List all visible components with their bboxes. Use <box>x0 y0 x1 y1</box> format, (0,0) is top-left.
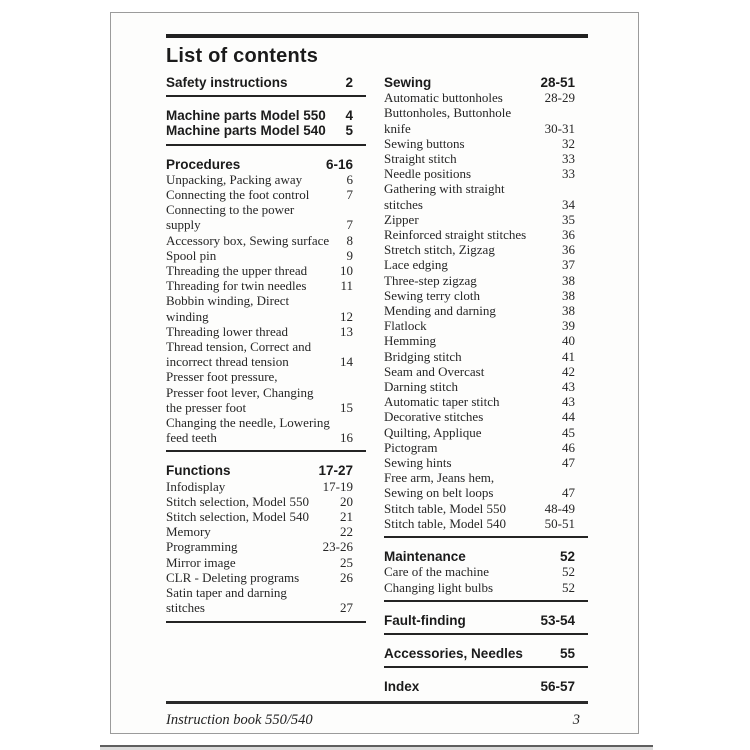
toc-entry <box>384 580 588 595</box>
toc-entry-label: Infodisplay <box>166 478 226 494</box>
toc-entry <box>166 324 366 339</box>
toc-entry <box>166 369 366 384</box>
toc-entry-label: Sewing hints <box>384 455 452 471</box>
toc-entry <box>166 187 366 202</box>
toc-entry-label: Accessories, Needles <box>384 645 523 661</box>
toc-entry-label: Presser foot pressure, <box>166 369 278 385</box>
toc-entry <box>384 425 588 440</box>
toc-entry-pages: 5 <box>345 123 353 139</box>
toc-entry-label: Stitch table, Model 540 <box>384 515 507 531</box>
toc-entry-pages: 48-49 <box>544 500 575 516</box>
toc-entry <box>166 400 366 415</box>
page-title: List of contents <box>166 45 319 67</box>
footer-rule <box>166 701 588 704</box>
toc-entry-label: Buttonholes, Buttonhole <box>384 105 512 121</box>
toc-entry <box>384 303 588 318</box>
page-footer <box>166 701 588 729</box>
toc-entry-label: Stitch selection, Model 550 <box>166 493 309 509</box>
toc-entry-label: Bridging stitch <box>384 348 462 364</box>
toc-entry-pages: 6-16 <box>325 156 353 172</box>
toc-entry <box>384 516 588 531</box>
toc-entry <box>384 136 588 151</box>
toc-column-left <box>166 75 366 694</box>
toc-entry-label: Stitch selection, Model 540 <box>166 509 309 525</box>
toc-entry-pages: 6 <box>346 171 353 187</box>
toc-entry-pages: 11 <box>340 278 353 294</box>
toc-entry <box>166 585 366 600</box>
toc-entry-label: Needle positions <box>384 166 472 182</box>
toc-section <box>166 463 366 615</box>
toc-entry <box>384 242 588 257</box>
toc-entry-pages: 34 <box>562 196 575 212</box>
section-divider <box>166 450 366 452</box>
toc-entry-label: winding <box>166 308 209 324</box>
toc-entry-pages: 36 <box>562 242 575 258</box>
toc-entry-pages: 9 <box>346 247 353 263</box>
toc-entry-pages: 55 <box>559 645 575 661</box>
scanned-page <box>110 12 639 734</box>
toc-entry <box>166 248 366 263</box>
toc-entry-pages: 14 <box>340 354 353 370</box>
toc-entry <box>384 227 588 242</box>
toc-entry-pages: 56-57 <box>540 679 575 695</box>
toc-entry <box>384 394 588 409</box>
toc-entry-label: Bobbin winding, Direct <box>166 293 290 309</box>
toc-entry-pages: 53-54 <box>540 612 575 628</box>
toc-entry-label: Darning stitch <box>384 379 459 395</box>
toc-section <box>166 157 366 446</box>
toc-section <box>166 108 366 138</box>
toc-section-header <box>166 123 366 138</box>
toc-entry-label: Procedures <box>166 156 241 172</box>
toc-entry <box>166 524 366 539</box>
toc-section <box>384 549 588 595</box>
toc-entry-label: Reinforced straight stitches <box>384 227 527 243</box>
toc-entry-label: Machine parts Model 550 <box>166 108 326 124</box>
toc-entry <box>384 166 588 181</box>
toc-entry-label: Thread tension, Correct and <box>166 339 312 355</box>
toc-entry-label: Maintenance <box>384 549 466 565</box>
toc-entry <box>384 470 588 485</box>
toc-entry-label: Programming <box>166 539 238 555</box>
toc-column-right <box>384 75 588 694</box>
toc-entry-pages: 21 <box>340 509 353 525</box>
toc-entry-pages: 42 <box>562 363 575 379</box>
toc-entry <box>384 151 588 166</box>
toc-entry-label: Flatlock <box>384 318 427 334</box>
toc-entry <box>166 600 366 615</box>
toc-entry-pages: 37 <box>562 257 575 273</box>
toc-entry-pages: 16 <box>340 430 353 446</box>
toc-section-header <box>166 157 366 172</box>
toc-section <box>384 679 588 694</box>
toc-entry <box>166 385 366 400</box>
toc-entry-label: Sewing <box>384 75 432 90</box>
toc-entry-label: supply <box>166 217 201 233</box>
toc-entry-label: Pictogram <box>384 439 438 455</box>
toc-entry-label: Spool pin <box>166 247 217 263</box>
toc-entry-pages: 13 <box>340 323 353 339</box>
toc-entry-label: Three-step zigzag <box>384 272 477 288</box>
toc-entry-pages: 44 <box>562 409 575 425</box>
toc-entry-label: Fault-finding <box>384 612 466 628</box>
toc-entry-label: Gathering with straight <box>384 181 505 197</box>
toc-entry-pages: 33 <box>562 151 575 167</box>
section-divider <box>166 95 366 97</box>
toc-entry-label: incorrect thread tension <box>166 354 289 370</box>
toc-entry <box>166 430 366 445</box>
toc-entry-label: Straight stitch <box>384 151 457 167</box>
toc-entry <box>384 197 588 212</box>
toc-entry <box>166 494 366 509</box>
toc-entry-pages: 46 <box>562 439 575 455</box>
toc-entry <box>166 217 366 232</box>
toc-entry-label: Zipper <box>384 211 419 227</box>
toc-entry-pages: 38 <box>562 287 575 303</box>
toc-entry-label: Threading lower thread <box>166 323 289 339</box>
toc-entry-label: CLR - Deleting programs <box>166 569 300 585</box>
toc-entry-pages: 30-31 <box>544 120 575 136</box>
toc-entry-pages: 7 <box>346 217 353 233</box>
toc-entry <box>384 121 588 136</box>
toc-entry-pages: 23-26 <box>322 539 353 555</box>
toc-entry-pages: 26 <box>340 569 353 585</box>
toc-entry <box>166 555 366 570</box>
toc-entry-label: Threading for twin needles <box>166 278 307 294</box>
toc-entry-pages: 7 <box>346 187 353 203</box>
toc-entry <box>166 570 366 585</box>
toc-entry <box>166 354 366 369</box>
toc-entry-label: Lace edging <box>384 257 448 273</box>
toc-entry-label: Sewing terry cloth <box>384 287 481 303</box>
top-rule <box>166 34 588 38</box>
toc-entry-pages: 32 <box>562 135 575 151</box>
toc-entry <box>166 263 366 278</box>
toc-entry <box>166 278 366 293</box>
toc-entry-label: Changing light bulbs <box>384 579 494 595</box>
toc-section <box>384 613 588 628</box>
toc-entry-label: Changing the needle, Lowering <box>166 415 330 431</box>
toc-entry-label: Care of the machine <box>384 564 490 580</box>
toc-entry <box>384 564 588 579</box>
toc-entry <box>166 415 366 430</box>
toc-entry-pages: 43 <box>562 394 575 410</box>
toc-entry <box>384 409 588 424</box>
toc-section <box>384 75 588 531</box>
toc-entry-label: stitches <box>384 196 423 212</box>
toc-entry-pages: 52 <box>562 564 575 580</box>
toc-entry-label: Automatic buttonholes <box>384 90 503 106</box>
toc-entry-label: Connecting to the power <box>166 202 295 218</box>
toc-entry-pages: 40 <box>562 333 575 349</box>
toc-section-header <box>166 463 366 478</box>
toc-section-header <box>384 549 588 564</box>
toc-section-header <box>384 646 588 661</box>
toc-entry-pages: 38 <box>562 272 575 288</box>
toc-entry-pages: 47 <box>562 485 575 501</box>
toc-entry <box>384 181 588 196</box>
toc-section-header <box>384 75 588 90</box>
toc-section-header <box>384 679 588 694</box>
section-divider <box>384 666 588 668</box>
toc-entry-pages: 2 <box>345 75 353 90</box>
toc-entry-pages: 22 <box>340 524 353 540</box>
toc-entry-pages: 43 <box>562 379 575 395</box>
toc-entry-label: feed teeth <box>166 430 217 446</box>
toc-entry-label: knife <box>384 120 411 136</box>
toc-content <box>166 34 588 694</box>
toc-entry <box>166 202 366 217</box>
toc-section-header <box>166 108 366 123</box>
toc-entry-label: Machine parts Model 540 <box>166 123 326 139</box>
toc-entry-label: Stretch stitch, Zigzag <box>384 242 495 258</box>
toc-entry <box>166 339 366 354</box>
toc-entry-label: Index <box>384 679 420 695</box>
toc-entry <box>384 364 588 379</box>
toc-entry-pages: 12 <box>340 308 353 324</box>
toc-entry <box>384 288 588 303</box>
toc-entry-label: Automatic taper stitch <box>384 394 500 410</box>
toc-section-header <box>384 613 588 628</box>
toc-entry <box>384 212 588 227</box>
toc-entry-pages: 28-29 <box>544 90 575 106</box>
toc-entry-pages: 52 <box>559 549 575 565</box>
toc-entry-label: Decorative stitches <box>384 409 484 425</box>
toc-entry-pages: 17-19 <box>322 478 353 494</box>
toc-entry-label: Mending and darning <box>384 303 496 319</box>
toc-section <box>166 75 366 90</box>
toc-entry <box>384 257 588 272</box>
toc-entry-pages: 38 <box>562 303 575 319</box>
toc-entry-label: stitches <box>166 600 205 616</box>
section-divider <box>166 144 366 146</box>
toc-entry <box>384 333 588 348</box>
toc-entry-label: Sewing buttons <box>384 135 465 151</box>
toc-entry-pages: 20 <box>340 493 353 509</box>
toc-section-header <box>166 75 366 90</box>
toc-entry <box>166 172 366 187</box>
toc-entry <box>384 273 588 288</box>
toc-entry <box>166 539 366 554</box>
toc-entry-pages: 28-51 <box>540 75 575 90</box>
toc-entry <box>384 455 588 470</box>
toc-entry-label: Functions <box>166 463 231 479</box>
toc-entry-label: Seam and Overcast <box>384 363 485 379</box>
toc-entry-pages: 33 <box>562 166 575 182</box>
toc-entry <box>384 485 588 500</box>
toc-entry-pages: 35 <box>562 211 575 227</box>
toc-entry-pages: 45 <box>562 424 575 440</box>
toc-entry <box>166 233 366 248</box>
toc-entry-pages: 4 <box>345 108 353 124</box>
toc-entry-label: Presser foot lever, Changing <box>166 384 314 400</box>
toc-entry <box>384 379 588 394</box>
toc-entry <box>384 349 588 364</box>
toc-entry-pages: 41 <box>562 348 575 364</box>
toc-entry-label: Mirror image <box>166 554 236 570</box>
toc-entry <box>166 509 366 524</box>
toc-entry-pages: 8 <box>346 232 353 248</box>
toc-section <box>384 646 588 661</box>
footer-book-title: Instruction book 550/540 <box>166 712 313 728</box>
toc-entry <box>166 479 366 494</box>
toc-entry-pages: 36 <box>562 227 575 243</box>
toc-entry-pages: 50-51 <box>544 515 575 531</box>
toc-entry-label: Connecting the foot control <box>166 187 310 203</box>
toc-entry <box>384 90 588 105</box>
section-divider <box>384 536 588 538</box>
toc-entry-pages: 15 <box>340 399 353 415</box>
toc-entry-pages: 10 <box>340 263 353 279</box>
footer-page-number: 3 <box>572 712 580 728</box>
toc-entry-label: Unpacking, Packing away <box>166 171 303 187</box>
toc-entry <box>384 105 588 120</box>
toc-entry-label: Free arm, Jeans hem, <box>384 470 495 486</box>
toc-entry-label: Quilting, Applique <box>384 424 482 440</box>
toc-entry <box>384 440 588 455</box>
section-divider <box>166 621 366 623</box>
toc-entry-label: Stitch table, Model 550 <box>384 500 507 516</box>
toc-entry-pages: 52 <box>562 579 575 595</box>
toc-entry-label: Accessory box, Sewing surface <box>166 232 330 248</box>
toc-entry-label: Satin taper and darning <box>166 585 287 601</box>
toc-entry-pages: 39 <box>562 318 575 334</box>
next-page-edge <box>100 745 653 750</box>
toc-columns <box>166 75 588 694</box>
toc-entry-label: Hemming <box>384 333 436 349</box>
toc-entry-label: Memory <box>166 524 211 540</box>
toc-entry-pages: 17-27 <box>318 463 353 479</box>
toc-entry-label: the presser foot <box>166 399 247 415</box>
toc-entry <box>384 318 588 333</box>
toc-entry-pages: 47 <box>562 455 575 471</box>
section-divider <box>384 600 588 602</box>
section-divider <box>384 633 588 635</box>
toc-entry <box>384 501 588 516</box>
toc-entry <box>166 293 366 308</box>
toc-entry <box>166 309 366 324</box>
toc-entry-pages: 25 <box>340 554 353 570</box>
toc-entry-label: Safety instructions <box>166 75 288 90</box>
toc-entry-pages: 27 <box>340 600 353 616</box>
toc-entry-label: Threading the upper thread <box>166 263 308 279</box>
toc-entry-label: Sewing on belt loops <box>384 485 494 501</box>
